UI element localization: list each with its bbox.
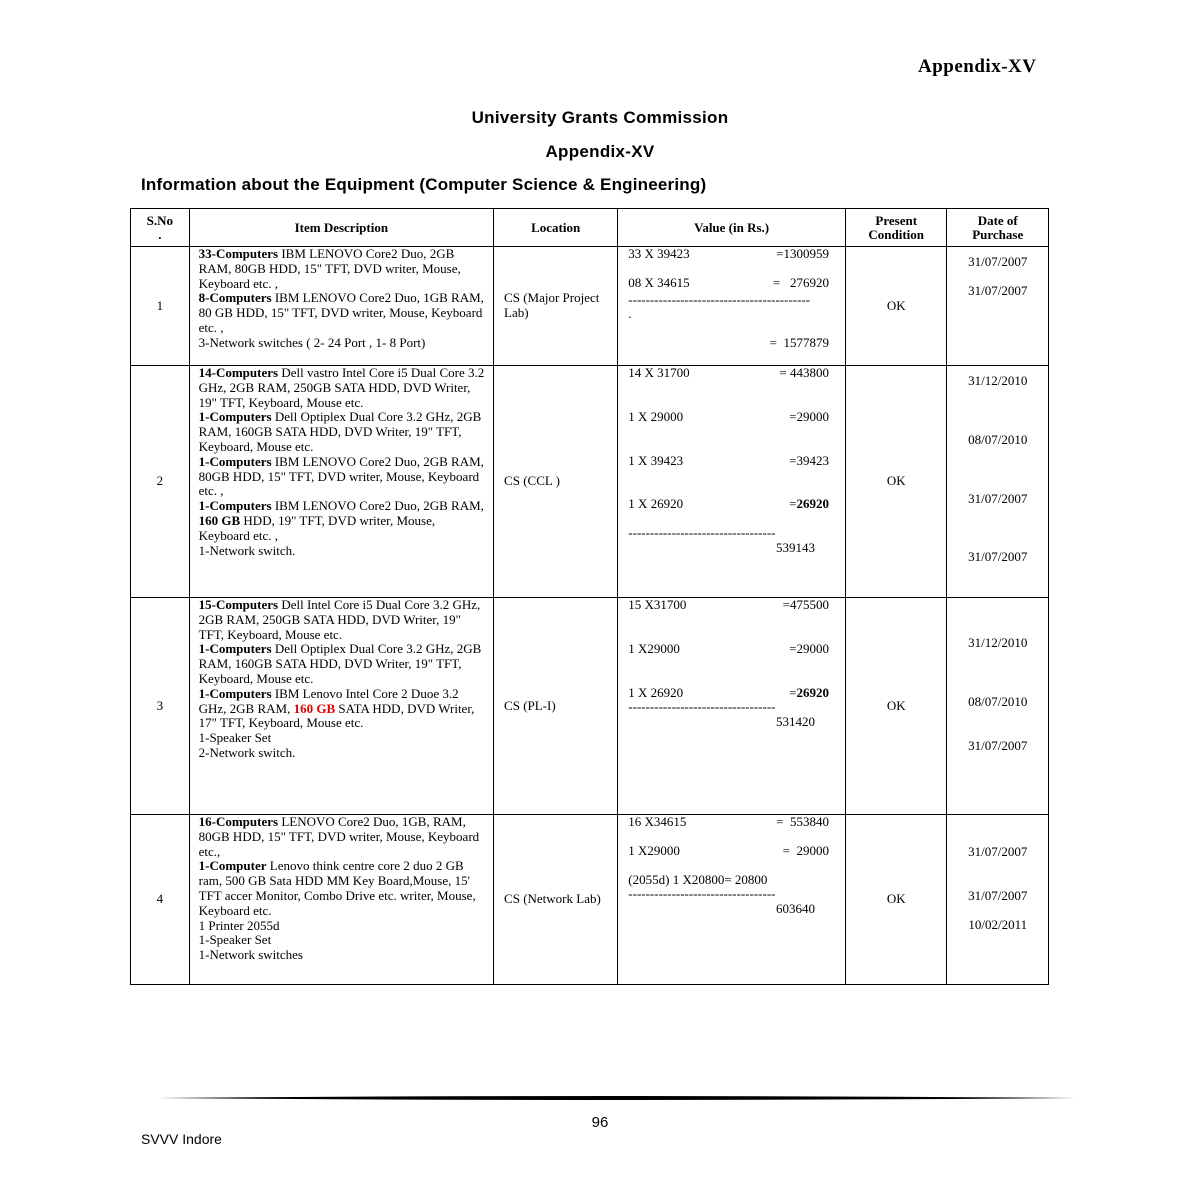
value-amount — [783, 844, 835, 859]
item-count: 8-Computers — [198, 290, 272, 306]
value-amount-bold: 26920 — [796, 684, 829, 700]
value-amount-text: = — [789, 496, 797, 512]
item-entry — [199, 687, 489, 731]
item-text: IBM LENOVO Core2 Duo, 2GB RAM, — [271, 498, 484, 514]
item-count: 1-Computers — [198, 409, 272, 425]
item-entry — [199, 544, 489, 559]
header-sno-line2: . — [158, 226, 162, 242]
value-amount — [789, 642, 835, 657]
value-calc: 1 X29000 — [628, 640, 680, 656]
item-count: 14-Computers — [198, 365, 279, 380]
item-entry — [199, 247, 489, 291]
value-amount — [789, 454, 835, 469]
item-entry — [199, 859, 489, 918]
value-calc: 33 X 39423 — [628, 246, 690, 261]
value-amount-text: =39423 — [789, 452, 829, 468]
item-text: LENOVO Core2 Duo, 1GB, RAM, 80GB HDD, 15" TFT, DVD writer, Mouse, Keyboard etc., — [198, 814, 480, 859]
value-amount-text: = 443800 — [779, 365, 829, 380]
cell-condition: OK — [845, 366, 946, 598]
value-line — [628, 642, 835, 657]
cell-sno: 1 — [131, 247, 190, 366]
cell-value — [618, 815, 846, 985]
cell-sno: 2 — [131, 366, 190, 598]
value-amount-text: = 1577879 — [769, 335, 829, 351]
header-date-line1: Date of — [977, 212, 1018, 228]
value-line — [628, 598, 835, 613]
cell-value — [618, 366, 846, 598]
item-count: 1-Computers — [198, 498, 272, 514]
value-separator: ---------------------------------- — [628, 700, 776, 715]
value-calc: 1 X 26920 — [628, 496, 684, 512]
value-separator: ---------------------------------- — [628, 526, 776, 541]
header-condition-line1: Present — [875, 212, 918, 228]
value-calc: 1 X29000 — [628, 842, 680, 858]
item-count: 1-Computer — [198, 858, 267, 874]
value-line — [628, 844, 835, 859]
header-condition-line2: Condition — [868, 226, 925, 242]
cell-location: CS (Network Lab) — [494, 815, 618, 985]
purchase-date: 08/07/2010 — [968, 431, 1028, 447]
equipment-table — [130, 208, 1049, 985]
purchase-date: 31/12/2010 — [968, 373, 1028, 388]
item-entry — [199, 455, 489, 499]
item-text: IBM LENOVO Core2 Duo, 2GB RAM, 80GB HDD, 15" TFT, DVD writer, Mouse, Keyboard etc. , — [198, 453, 484, 499]
cell-item-description — [189, 247, 493, 366]
header-value: Value (in Rs.) — [618, 209, 846, 247]
value-amount — [789, 497, 835, 512]
purchase-date: 31/07/2007 — [968, 282, 1028, 298]
item-count: 16-Computers — [198, 814, 279, 829]
table-header-row — [131, 209, 1049, 247]
heading-appendix: Appendix-XV — [545, 142, 655, 161]
item-entry — [199, 919, 489, 934]
item-text: 1-Speaker Set — [198, 730, 272, 746]
item-text: IBM Lenovo Intel Core 2 Duoe 3.2 GHz, 2GB RAM, — [198, 685, 459, 716]
item-text: 1-Network switches — [198, 947, 303, 963]
value-calc: 14 X 31700 — [628, 365, 690, 380]
cell-sno: 4 — [131, 815, 190, 985]
item-text: Dell Optiplex Dual Core 3.2 GHz, 2GB RAM, 160GB SATA HDD, DVD Writer, 19" TFT, Keyboard, Mouse etc. — [198, 409, 482, 454]
item-text: Dell vastro Intel Core i5 Dual Core 3.2 GHz, 2GB RAM, 250GB SATA HDD, DVD Writer, 19" TFT, Keyboard, Mouse etc. — [198, 365, 485, 410]
item-entry — [199, 366, 489, 410]
cell-purchase-date — [947, 598, 1049, 815]
value-calc: 16 X34615 — [628, 814, 687, 829]
item-count: 15-Computers — [198, 597, 279, 612]
value-amount — [783, 598, 835, 613]
highlight-text: 160 GB — [293, 700, 336, 716]
value-line — [628, 873, 835, 888]
cell-sno: 3 — [131, 598, 190, 815]
cell-item-description — [189, 598, 493, 815]
header-sno-line1: S.No — [146, 212, 173, 228]
value-line — [628, 247, 835, 262]
value-amount-text: =1300959 — [776, 246, 829, 261]
value-amount — [789, 410, 835, 425]
heading-equipment-info: Information about the Equipment (Computer Science & Engineering) — [141, 175, 707, 194]
value-calc: . — [628, 306, 632, 322]
cell-value — [618, 247, 846, 366]
value-calc: 08 X 34615 — [628, 274, 690, 290]
appendix-label: Appendix-XV — [918, 56, 1037, 77]
value-amount — [776, 815, 835, 830]
item-text: 2-Network switch. — [198, 744, 296, 760]
cell-condition: OK — [845, 247, 946, 366]
header-condition — [845, 209, 946, 247]
item-entry — [199, 410, 489, 454]
cell-condition: OK — [845, 598, 946, 815]
item-count: 1-Computers — [198, 453, 272, 469]
value-amount-bold: 26920 — [796, 496, 829, 512]
value-calc: (2055d) 1 X20800= 20800 — [628, 871, 768, 887]
header-location: Location — [494, 209, 618, 247]
header-date-line2: Purchase — [972, 226, 1024, 242]
item-count: 33-Computers — [198, 246, 279, 261]
purchase-date: 31/12/2010 — [968, 635, 1028, 650]
cell-location: CS (PL-I) — [494, 598, 618, 815]
value-total: 531420 — [775, 714, 815, 730]
cell-purchase-date — [947, 815, 1049, 985]
value-line — [628, 815, 835, 830]
table-row — [131, 366, 1049, 598]
item-entry — [199, 598, 489, 642]
footer-rule — [158, 1093, 1076, 1103]
value-amount — [829, 307, 835, 322]
value-line — [628, 276, 835, 291]
value-amount — [829, 873, 835, 888]
cell-item-description — [189, 815, 493, 985]
value-amount — [776, 247, 835, 262]
value-separator: ------------------------------------------ — [628, 292, 811, 307]
purchase-date: 10/02/2011 — [968, 916, 1028, 932]
value-amount-text: = 553840 — [776, 814, 829, 829]
value-line — [628, 307, 835, 322]
purchase-date: 31/07/2007 — [968, 549, 1028, 565]
cell-location: CS (CCL ) — [494, 366, 618, 598]
purchase-date: 08/07/2010 — [968, 693, 1028, 709]
item-text: IBM LENOVO Core2 Duo, 1GB RAM, 80 GB HDD, 15" TFT, DVD writer, Mouse, Keyboard etc. , — [198, 290, 484, 335]
item-entry — [199, 291, 489, 335]
item-entry — [199, 815, 489, 859]
value-calc: 1 X 26920 — [628, 684, 684, 700]
item-text: 1 Printer 2055d — [198, 917, 280, 933]
value-amount — [789, 686, 835, 701]
cell-value — [618, 598, 846, 815]
header-date — [947, 209, 1049, 247]
table-row — [131, 247, 1049, 366]
value-calc: 15 X31700 — [628, 597, 687, 612]
cell-purchase-date — [947, 366, 1049, 598]
header-item: Item Description — [189, 209, 493, 247]
purchase-date: 31/07/2007 — [968, 737, 1028, 753]
purchase-date: 31/07/2007 — [968, 844, 1028, 859]
heading-ugc: University Grants Commission — [471, 108, 729, 127]
value-line — [628, 497, 835, 512]
value-separator: ---------------------------------- — [628, 887, 776, 902]
item-count: 160 GB — [198, 512, 241, 528]
item-entry — [199, 642, 489, 686]
value-amount — [773, 276, 835, 291]
item-entry — [199, 731, 489, 746]
value-amount-text: = 276920 — [772, 274, 829, 290]
value-total: 603640 — [775, 901, 815, 917]
value-calc: 1 X 39423 — [628, 452, 684, 468]
cell-purchase-date — [947, 247, 1049, 366]
purchase-date: 31/07/2007 — [968, 490, 1028, 506]
value-line — [628, 454, 835, 469]
page-number: 96 — [591, 1114, 609, 1131]
value-amount-text: = 29000 — [782, 842, 829, 858]
value-amount-text: =475500 — [782, 597, 829, 612]
item-count: 1-Computers — [198, 685, 272, 701]
table-row — [131, 815, 1049, 985]
value-calc: 1 X 29000 — [628, 408, 684, 424]
cell-item-description — [189, 366, 493, 598]
cell-condition: OK — [845, 815, 946, 985]
item-text: 1-Network switch. — [198, 542, 296, 558]
item-text: Dell Optiplex Dual Core 3.2 GHz, 2GB RAM, 160GB SATA HDD, DVD Writer, 19" TFT, Keyboard, Mouse etc. — [198, 641, 482, 686]
item-text: 3-Network switches ( 2- 24 Port , 1- 8 Port) — [198, 334, 426, 350]
footer-institution: SVVV Indore — [141, 1131, 222, 1147]
item-text: Lenovo think centre core 2 duo 2 GB ram, 500 GB Sata HDD MM Key Board,Mouse, 15' TFT accer Monitor, Combo Drive etc. writer, Mouse, Keyboard etc. — [198, 858, 476, 918]
item-text: 1-Speaker Set — [198, 932, 272, 948]
value-line — [628, 336, 835, 351]
item-text: IBM LENOVO Core2 Duo, 2GB RAM, 80GB HDD, 15" TFT, DVD writer, Mouse, Keyboard etc. , — [198, 246, 461, 291]
item-text: HDD, 19" TFT, DVD writer, Mouse, Keyboard etc. , — [198, 512, 436, 543]
item-entry — [199, 499, 489, 543]
purchase-date: 31/07/2007 — [968, 887, 1028, 903]
purchase-date: 31/07/2007 — [968, 254, 1028, 269]
value-total: 539143 — [775, 539, 815, 555]
value-amount-text: = — [789, 684, 797, 700]
value-amount — [770, 336, 835, 351]
item-entry — [199, 933, 489, 948]
item-entry — [199, 948, 489, 963]
header-sno — [131, 209, 190, 247]
value-line — [628, 410, 835, 425]
value-amount-text: =29000 — [789, 640, 829, 656]
table-row — [131, 598, 1049, 815]
value-line — [628, 366, 835, 381]
item-text: Dell Intel Core i5 Dual Core 3.2 GHz, 2GB RAM, 250GB SATA HDD, DVD Writer, 19" TFT, Keyboard, Mouse etc. — [198, 597, 481, 642]
value-amount-text: =29000 — [789, 408, 829, 424]
item-text: SATA HDD, DVD Writer, 17" TFT, Keyboard, Mouse etc. — [198, 700, 475, 731]
item-count: 1-Computers — [198, 641, 272, 657]
item-entry — [199, 746, 489, 761]
cell-location: CS (Major Project Lab) — [494, 247, 618, 366]
item-entry — [199, 336, 489, 351]
value-amount — [779, 366, 835, 381]
value-line — [628, 686, 835, 701]
